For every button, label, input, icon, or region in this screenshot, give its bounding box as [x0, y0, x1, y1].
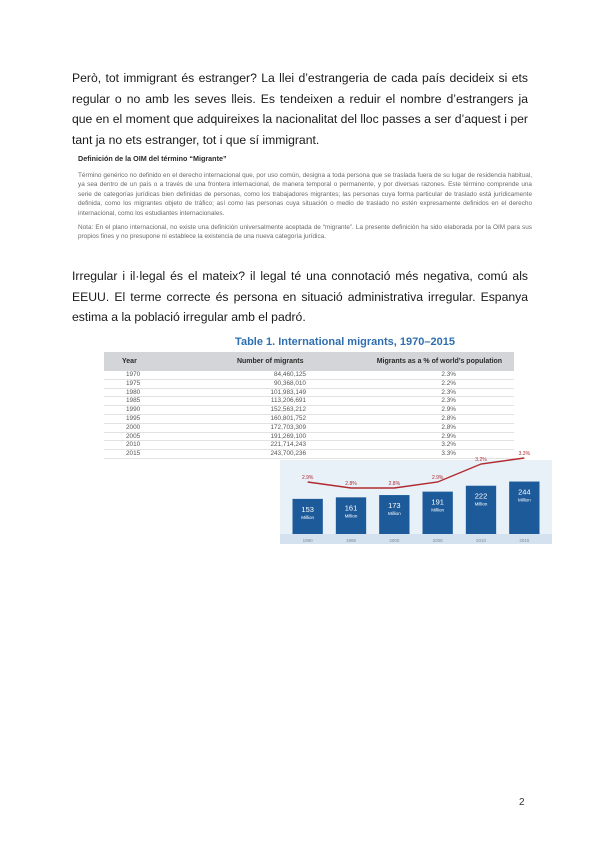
cell-percent: 2.3%: [441, 397, 456, 405]
table-title: Table 1. International migrants, 1970–2015: [235, 336, 455, 348]
table-row: [104, 415, 514, 424]
oim-definition-title: Definición de la OIM del término “Migrante”: [78, 154, 227, 163]
table-row: [104, 424, 514, 433]
bar-unit-label: Million: [431, 507, 445, 513]
cell-percent: 2.9%: [441, 406, 456, 414]
bar-unit-label: Million: [301, 514, 315, 520]
header-percent: Migrants as a % of world’s population: [376, 357, 503, 365]
table-row: [104, 389, 514, 398]
table-row: [104, 406, 514, 415]
cell-year: 2000: [126, 423, 141, 431]
cell-year: 2015: [126, 450, 141, 458]
percent-label: 2.9%: [431, 475, 444, 481]
cell-migrants: 84,460,125: [274, 371, 306, 378]
bar-value-label: 161: [344, 503, 358, 513]
table-row: [104, 371, 514, 380]
cell-year: 1995: [126, 414, 141, 422]
table-row: [104, 380, 514, 389]
bar-unit-label: Million: [344, 513, 358, 519]
x-tick-label: 2005: [432, 538, 443, 543]
cell-percent: 2.2%: [441, 379, 456, 387]
header-year: Year: [122, 358, 137, 365]
paragraph-2: Irregular i il·legal és el mateix? il legal té una connotació més negativa, comú als EEUU. El terme correcte és persona en situació administrativa irregular. Espanya estima a la població irregular amb el padró.: [72, 269, 528, 324]
oim-definition-note: Nota: En el plano internacional, no existe una definición universalmente aceptada de “migrante”. La presente definición ha sido elaborada por la OIM para sus propios fines y no presupone ni establece la existencia de una nueva categoría jurídica.: [78, 223, 532, 241]
table-body: [104, 371, 514, 459]
cell-migrants: 160,801,752: [270, 414, 306, 422]
header-migrants: Number of migrants: [236, 358, 304, 365]
bar-unit-label: Million: [517, 497, 531, 503]
percent-label: 2.9%: [301, 475, 314, 481]
cell-percent: 2.3%: [441, 388, 456, 396]
x-tick-label: 2010: [475, 538, 487, 543]
cell-percent: 2.8%: [441, 423, 456, 431]
cell-migrants: 172,703,309: [270, 423, 306, 431]
cell-year: 1970: [126, 371, 141, 378]
cell-year: 2005: [126, 432, 141, 440]
x-tick-label: 2000: [389, 538, 400, 543]
percent-line: [308, 458, 525, 488]
cell-percent: 3.2%: [441, 441, 456, 449]
bar-value-label: 222: [474, 491, 488, 501]
table-row: [104, 441, 514, 450]
x-tick-label: 2015: [519, 538, 530, 543]
cell-percent: 2.8%: [441, 414, 456, 422]
bar-value-label: 244: [518, 487, 531, 497]
cell-percent: 2.9%: [441, 432, 456, 440]
table-row: [104, 450, 514, 459]
x-tick-label: 1990: [302, 538, 313, 543]
bar-value-label: 173: [388, 501, 401, 511]
cell-year: 2010: [126, 441, 141, 449]
percent-label: 2.8%: [388, 481, 401, 487]
cell-migrants: 243,700,236: [270, 450, 306, 458]
table-header: [104, 352, 514, 371]
cell-percent: 2.3%: [441, 371, 456, 378]
migrants-table: [104, 336, 514, 459]
bar-unit-label: Million: [474, 501, 488, 507]
cell-migrants: 191,269,100: [270, 432, 306, 440]
x-axis-band: [280, 534, 552, 544]
cell-percent: 3.3%: [441, 450, 456, 458]
cell-migrants: 113,206,691: [270, 397, 306, 405]
cell-year: 1980: [126, 388, 141, 396]
percent-label: 2.8%: [345, 481, 357, 487]
bar-unit-label: Million: [387, 511, 401, 517]
percent-label: 3.3%: [518, 451, 531, 457]
x-tick-label: 1995: [345, 538, 357, 543]
cell-migrants: 221,714,243: [270, 441, 306, 449]
oim-definition-text: Término genérico no definido en el derecho internacional que, por uso común, designa a toda persona que se traslada fuera de su lugar de residencia habitual, ya sea dentro de un país o a través de una frontera internacional, de manera temporal o permanente, y por diversas razones. Este término comprende una serie de categorías jurídicas bien definidas de personas, como los trabajadores migrantes; las personas cuya forma particular de traslado está jurídicamente definida, como los migrantes objeto de tráfico; así como las personas cuya situación o medio de traslado no estén expresamente definidos en el derecho internacional, como los estudiantes internacionales.: [78, 171, 532, 217]
percent-label: 3.2%: [475, 457, 487, 463]
cell-year: 1985: [126, 397, 141, 405]
bar-value-label: 153: [301, 504, 314, 514]
cell-year: 1990: [126, 406, 141, 414]
cell-migrants: 101,983,149: [270, 388, 306, 396]
bar-value-label: 191: [431, 497, 444, 507]
cell-migrants: 152,563,212: [270, 406, 306, 414]
table-row: [104, 433, 514, 442]
cell-year: 1975: [126, 379, 141, 387]
table-row: [104, 397, 514, 406]
paragraph-1: Però, tot immigrant és estranger? La llei d’estrangeria de cada país decideix si ets regular o no amb les seves lleis. Es tendeixen a reduir el nombre d’estrangers ja que en el moment que adquireixes la nacionalitat del lloc passes a ser d’aquest i per tant ja no ets estranger, tot i que sí immigrant.: [72, 71, 528, 147]
oim-definition-box: [78, 154, 532, 246]
page-number: 2: [519, 797, 525, 808]
cell-migrants: 90,368,010: [274, 379, 306, 387]
